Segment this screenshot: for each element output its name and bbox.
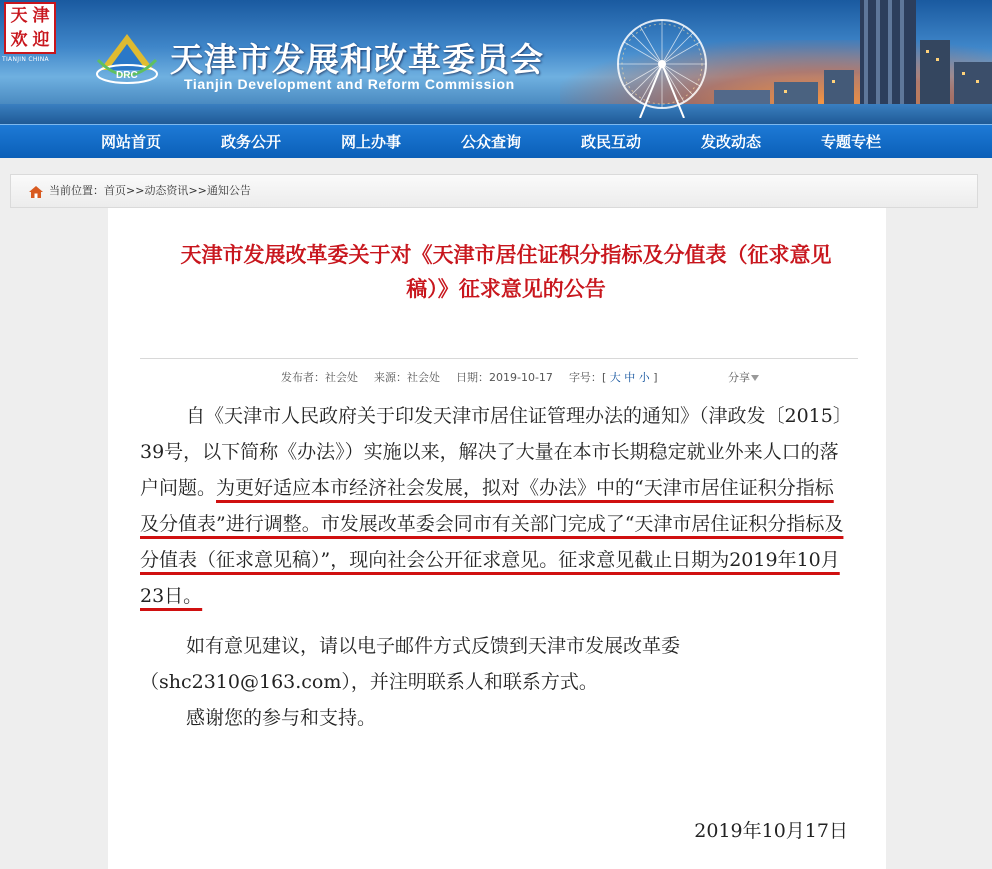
city-skyline-graphic — [714, 0, 992, 124]
meta-date-label: 日期： — [456, 371, 489, 384]
site-title: 天津市发展和改革委员会 — [170, 40, 544, 79]
nav-item-interaction[interactable]: 政民互动 — [581, 133, 642, 151]
nav-item-public-query[interactable]: 公众查询 — [461, 133, 522, 151]
seal-char: 津 — [32, 6, 50, 26]
site-subtitle: Tianjin Development and Reform Commission — [184, 76, 515, 92]
meta-publisher: 社会处 — [325, 371, 358, 384]
share-label: 分享 — [728, 371, 750, 384]
article-card — [108, 208, 886, 869]
breadcrumb-notices[interactable]: 通知公告 — [206, 184, 251, 197]
main-nav — [0, 124, 992, 158]
nav-item-online-services[interactable]: 网上办事 — [341, 133, 402, 151]
breadcrumb-separator: >> — [126, 184, 145, 197]
meta-fontsize-label: 字号： — [568, 371, 602, 384]
nav-item-news[interactable]: 发改动态 — [701, 133, 762, 151]
article-paragraph-3: 感谢您的参与和支持。 — [186, 707, 377, 729]
site-banner — [0, 0, 992, 124]
ferris-wheel-graphic — [610, 14, 714, 118]
seal-caption: TIANJIN CHINA — [2, 56, 49, 63]
breadcrumb-prefix: 当前位置： — [49, 184, 104, 197]
breadcrumb-path — [49, 175, 251, 207]
logo-text: DRC — [116, 70, 138, 81]
meta-date: 2019-10-17 — [489, 371, 553, 384]
article-meta — [281, 370, 658, 386]
article-title: 天津市发展改革委关于对《天津市居住证积分指标及分值表（征求意见稿）》征求意见的公告 — [180, 243, 832, 301]
share-button[interactable] — [728, 370, 759, 386]
tianjin-seal-logo — [4, 2, 56, 54]
fontsize-bracket-open: [ — [601, 371, 607, 384]
nav-item-home[interactable]: 网站首页 — [101, 133, 162, 151]
meta-publisher-label: 发布者： — [281, 371, 325, 384]
paragraph-1-highlighted: 为更好适应本市经济社会发展，拟对《办法》中的“天津市居住证积分指标及分值表”进行调整。市发展改革委会同市有关部门完成了“天津市居住证积分指标及分值表（征求意见稿）”，现向社会公开征求意见。征求意见截止日期为2019年10月23日。 — [140, 477, 844, 607]
fontsize-large-link[interactable]: 大 — [609, 371, 621, 384]
seal-char: 迎 — [32, 30, 50, 50]
nav-item-topics[interactable]: 专题专栏 — [821, 133, 882, 151]
meta-source-label: 来源： — [374, 371, 407, 384]
breadcrumb — [10, 174, 978, 208]
article-paragraph-1 — [140, 398, 852, 614]
nav-item-gov-affairs[interactable]: 政务公开 — [221, 133, 282, 151]
meta-divider — [140, 358, 858, 359]
fontsize-small-link[interactable]: 小 — [638, 371, 650, 384]
seal-char: 欢 — [10, 30, 28, 50]
caret-down-icon — [751, 375, 759, 381]
meta-source: 社会处 — [407, 371, 440, 384]
seal-char: 天 — [10, 6, 28, 26]
fontsize-bracket-close: ] — [653, 371, 658, 384]
home-icon — [29, 186, 43, 198]
signature-date: 2019年10月17日 — [694, 820, 848, 842]
breadcrumb-home[interactable]: 首页 — [104, 184, 126, 197]
drc-logo-icon[interactable] — [94, 30, 160, 86]
article-paragraph-2: 如有意见建议，请以电子邮件方式反馈到天津市发展改革委（shc2310@163.com），并注明联系人和联系方式。 — [140, 635, 681, 693]
breadcrumb-news[interactable]: 动态资讯 — [144, 184, 189, 197]
paragraph-1-plain: 自《天津市人民政府关于印发天津市居住证管理办法的通知》（津政发〔2015〕39号，以下简称《办法》）实施以来，解决了大量在本市长期稳定就业外来人口的落户问题。 — [140, 405, 852, 499]
breadcrumb-separator: >> — [188, 184, 207, 197]
fontsize-medium-link[interactable]: 中 — [624, 371, 636, 384]
